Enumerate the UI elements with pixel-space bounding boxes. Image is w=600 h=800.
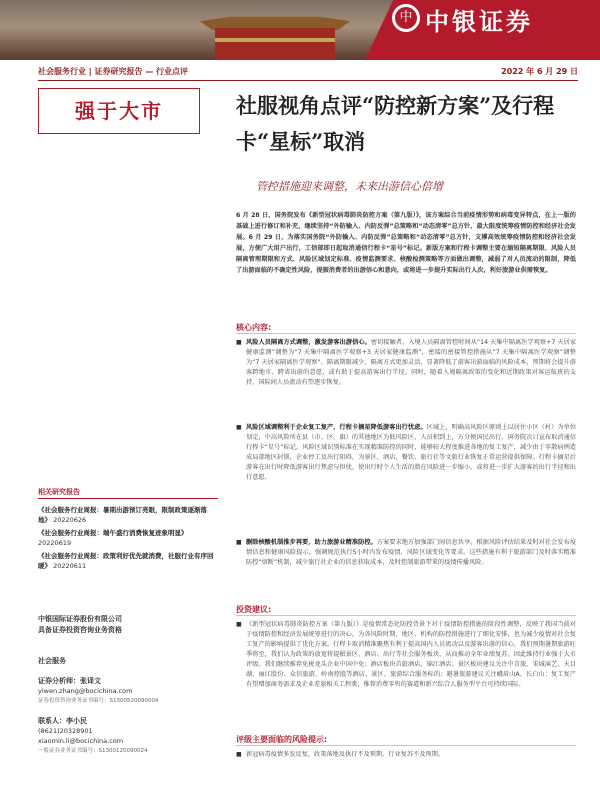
related-list: [38, 502, 218, 571]
contact-block: [38, 716, 218, 756]
core-item: [246, 338, 576, 388]
report-header: [38, 64, 578, 78]
header-divider: [38, 80, 578, 81]
report-title: 社服视角点评“防控新方案”及行程卡“星标”取消: [236, 93, 555, 154]
palace-roof-image: [200, 8, 350, 30]
related-report-item[interactable]: [38, 551, 218, 571]
company-name: 中银国际证券股份有限公司 具备证券投资咨询业务资格: [38, 615, 122, 634]
related-reports: [38, 487, 218, 497]
related-report-title[interactable]: 《社会服务行业周报：端午盛行消费恢复迹象明显》: [38, 529, 188, 537]
summary-paragraph: 6 月 28 日，国务院发布《新型冠状病毒肺炎防控方案（第九版）》，该方案综合当前疫情形势和病毒变异特点，在上一版的基础上进行修订和补充，继续坚持“外防输入、内防反弹”总策略和“动态清零”总方针，最大限度统筹疫情防控和经济社会发展。6 月 29 日，为落实国务院“外防输入、内防反弹”总策略和“动态清零”总方针，支撑高效统筹疫情防控和经济社会发展，方便广大用户出行，工信部即日起取消通信行程卡“星号”标记。新版方案和行程卡调整主要在缩短隔离期限、风险人员隔离管理期限和方式、风险区域划定标准、疫情监测要求、核酸检测策略等方面做出调整，减弱了对人员流动的限制，降低了出游面临的不确定性风险，提振消费者的出游信心和意向，或将进一步提升实际出行人次，利好旅游业供需恢复。: [236, 212, 576, 274]
report-subtitle: 管控措施迎来调整，未来出游信心倍增: [256, 180, 443, 193]
advice-heading: 投资建议:: [236, 605, 272, 614]
related-report-title[interactable]: 《社会服务行业周报：政策利好优先就消费，社服行业有序回暖》: [38, 552, 214, 570]
core-item-head: 风险区域调整利于企业复工复产，行程卡摘星降低游客出行忧虑。: [246, 424, 427, 431]
core-item-body: 密切接触者、入境人员隔离管控时间从“14 天集中隔离医学观察+7 天居家健康监测”调整为“7 天集中隔离医学观察+3 天居家健康监测”，密接的密接管控措施从“7 天集中隔离医学观察”调整为“7 天居家隔离医学观察”。隔离期限减少，隔离方式更加灵活，显著降低了游客出游面临的风险成本，预期将会提升游客跨地市、跨省出游的意愿，或有助于提高游客出行半径。同时，随着入境隔离政策的变化和近期政策对客运航班的支持，国际间人员流动有望逐步恢复。: [246, 339, 577, 386]
rating-badge: 强于大市: [38, 88, 200, 134]
related-report-title[interactable]: 《社会服务行业周报：暑期出游预订亮眼，限制政策逐渐落地》: [38, 506, 207, 524]
related-report-date: 20220626: [53, 516, 87, 524]
risk-divider: [236, 745, 576, 746]
boc-logo-icon: 中: [392, 4, 420, 32]
core-item-body: 方案要求地方加强部门间信息共享，根据风险评估结果及时对社会发布疫情信息和健康风险提示，强调规范执行5小时内发布疫情、风险区域变化等要求。这些措施有利于旅游部门及时落实精准防控“熔断”机制，减少旅行社企业的信息获取成本，及时控制旅游带来的疫情传播风险。: [246, 539, 577, 566]
risk-paragraph: [246, 750, 576, 760]
industry-label: 社会服务: [38, 657, 66, 665]
analyst-cert: 证券投资咨询业务证书编号：S1300520090004: [38, 698, 159, 704]
report-date: 2022 年 6 月 29 日: [501, 67, 578, 76]
header-banner: [0, 0, 600, 60]
core-divider: [236, 333, 576, 334]
report-category: 社会服务行业 | 证券研究报告 — 行业点评: [38, 67, 189, 76]
core-item-head: 删除核酸机制推步再要，助力旅游业精准防控。: [246, 539, 377, 546]
advice-divider: [236, 615, 576, 616]
contact-email[interactable]: xiaomin.li@bocichina.com: [38, 737, 124, 745]
brand-name: 中银证券: [425, 8, 533, 36]
risk-heading: 评级主要面临的风险提示:: [236, 735, 328, 744]
analyst-block: [38, 676, 218, 706]
core-item: [246, 423, 576, 483]
core-item: [246, 538, 576, 568]
related-divider: [38, 498, 218, 499]
contact-name: 联系人：李小民: [38, 717, 87, 725]
related-report-item[interactable]: [38, 528, 218, 548]
related-heading: 相关研究报告: [38, 488, 80, 496]
core-item-body: 区域上，明确高风险区原则上以居住小区（村）为单位划定，中高风险所在县（市、区、旗）的其他地区为低风险区，人员积到上，方分便国民出行，国务院次日宣布取消通信行程卡“星号”标记。风险区域识别标准在实现精准防控的同时，能够较大程度推进各地的复工复产，减少由于零散病例造成局部地区封锁，企业停工及出行阻碍，为景区、酒店、餐饮、旅行社等文旅行业恢复正常运营提供保障。行程卡摘星后游客在出行时降低游客出行焦虑与担忧，使出行时个人生活的潜在风险进一步缩小，或将进一步扩大游客的出行半径和出行意愿。: [246, 424, 577, 481]
related-report-date: 20220619: [38, 539, 72, 547]
advice-paragraph: [246, 620, 576, 690]
analyst-email[interactable]: yiwen.zhang@bocichina.com: [38, 687, 133, 695]
advice-body: 《新型冠状病毒肺炎防控方案（第九版）》是疫情常态化防控背景下对于疫情防控措施的阶段性调整，反映了我国当前对于疫情防控和经济发展统筹进行的决心，为各风险时期、地区、机构的防控措施进行了细化安排，也为减少疫情对社会复工复产的影响提供了优化方案。行程卡取消精准聚焦有利于提高国内人员流动以及游客出游的信心，我们预期暑期旅游旺季将至，我们认为政策的放宽将提振景区、酒店、出行等社会服务板块，从而推动全年业绩复苏。因此维持行业强于大市评级。我们继续推荐免税龙头企业中国中免；酒店板块首旅酒店、锦江酒店；景区板块建议关注中青旅、宋城演艺、天目湖、丽江股份、众信旅游、岭南控股等酒店、景区、旅游综合服务标的；避暑旅游建议关注峨眉山A、长白山；复工复产有望增加商务需求及企业差旅相关工程类，推荐消费零售的赛道和新兴综合人服务型平台可持续国际。: [246, 621, 576, 688]
core-item-head: 风险人员隔离方式调整，激发游客出游信心。: [246, 339, 371, 346]
related-report-item[interactable]: [38, 505, 218, 525]
contact-phone: (8621)20328901: [38, 727, 93, 735]
risk-body: 新冠病毒疫情多发反复，政策落地及执行不及预期，行业复苏不及预期。: [246, 751, 444, 758]
palace-hall-image: [215, 28, 335, 60]
related-report-date: 20220611: [53, 562, 87, 570]
contact-cert: 一般证券业务证书编号：S1300120090024: [38, 748, 148, 754]
analyst-name: 证券分析师：张译文: [38, 677, 101, 685]
core-heading: 核心内容:: [236, 323, 272, 332]
